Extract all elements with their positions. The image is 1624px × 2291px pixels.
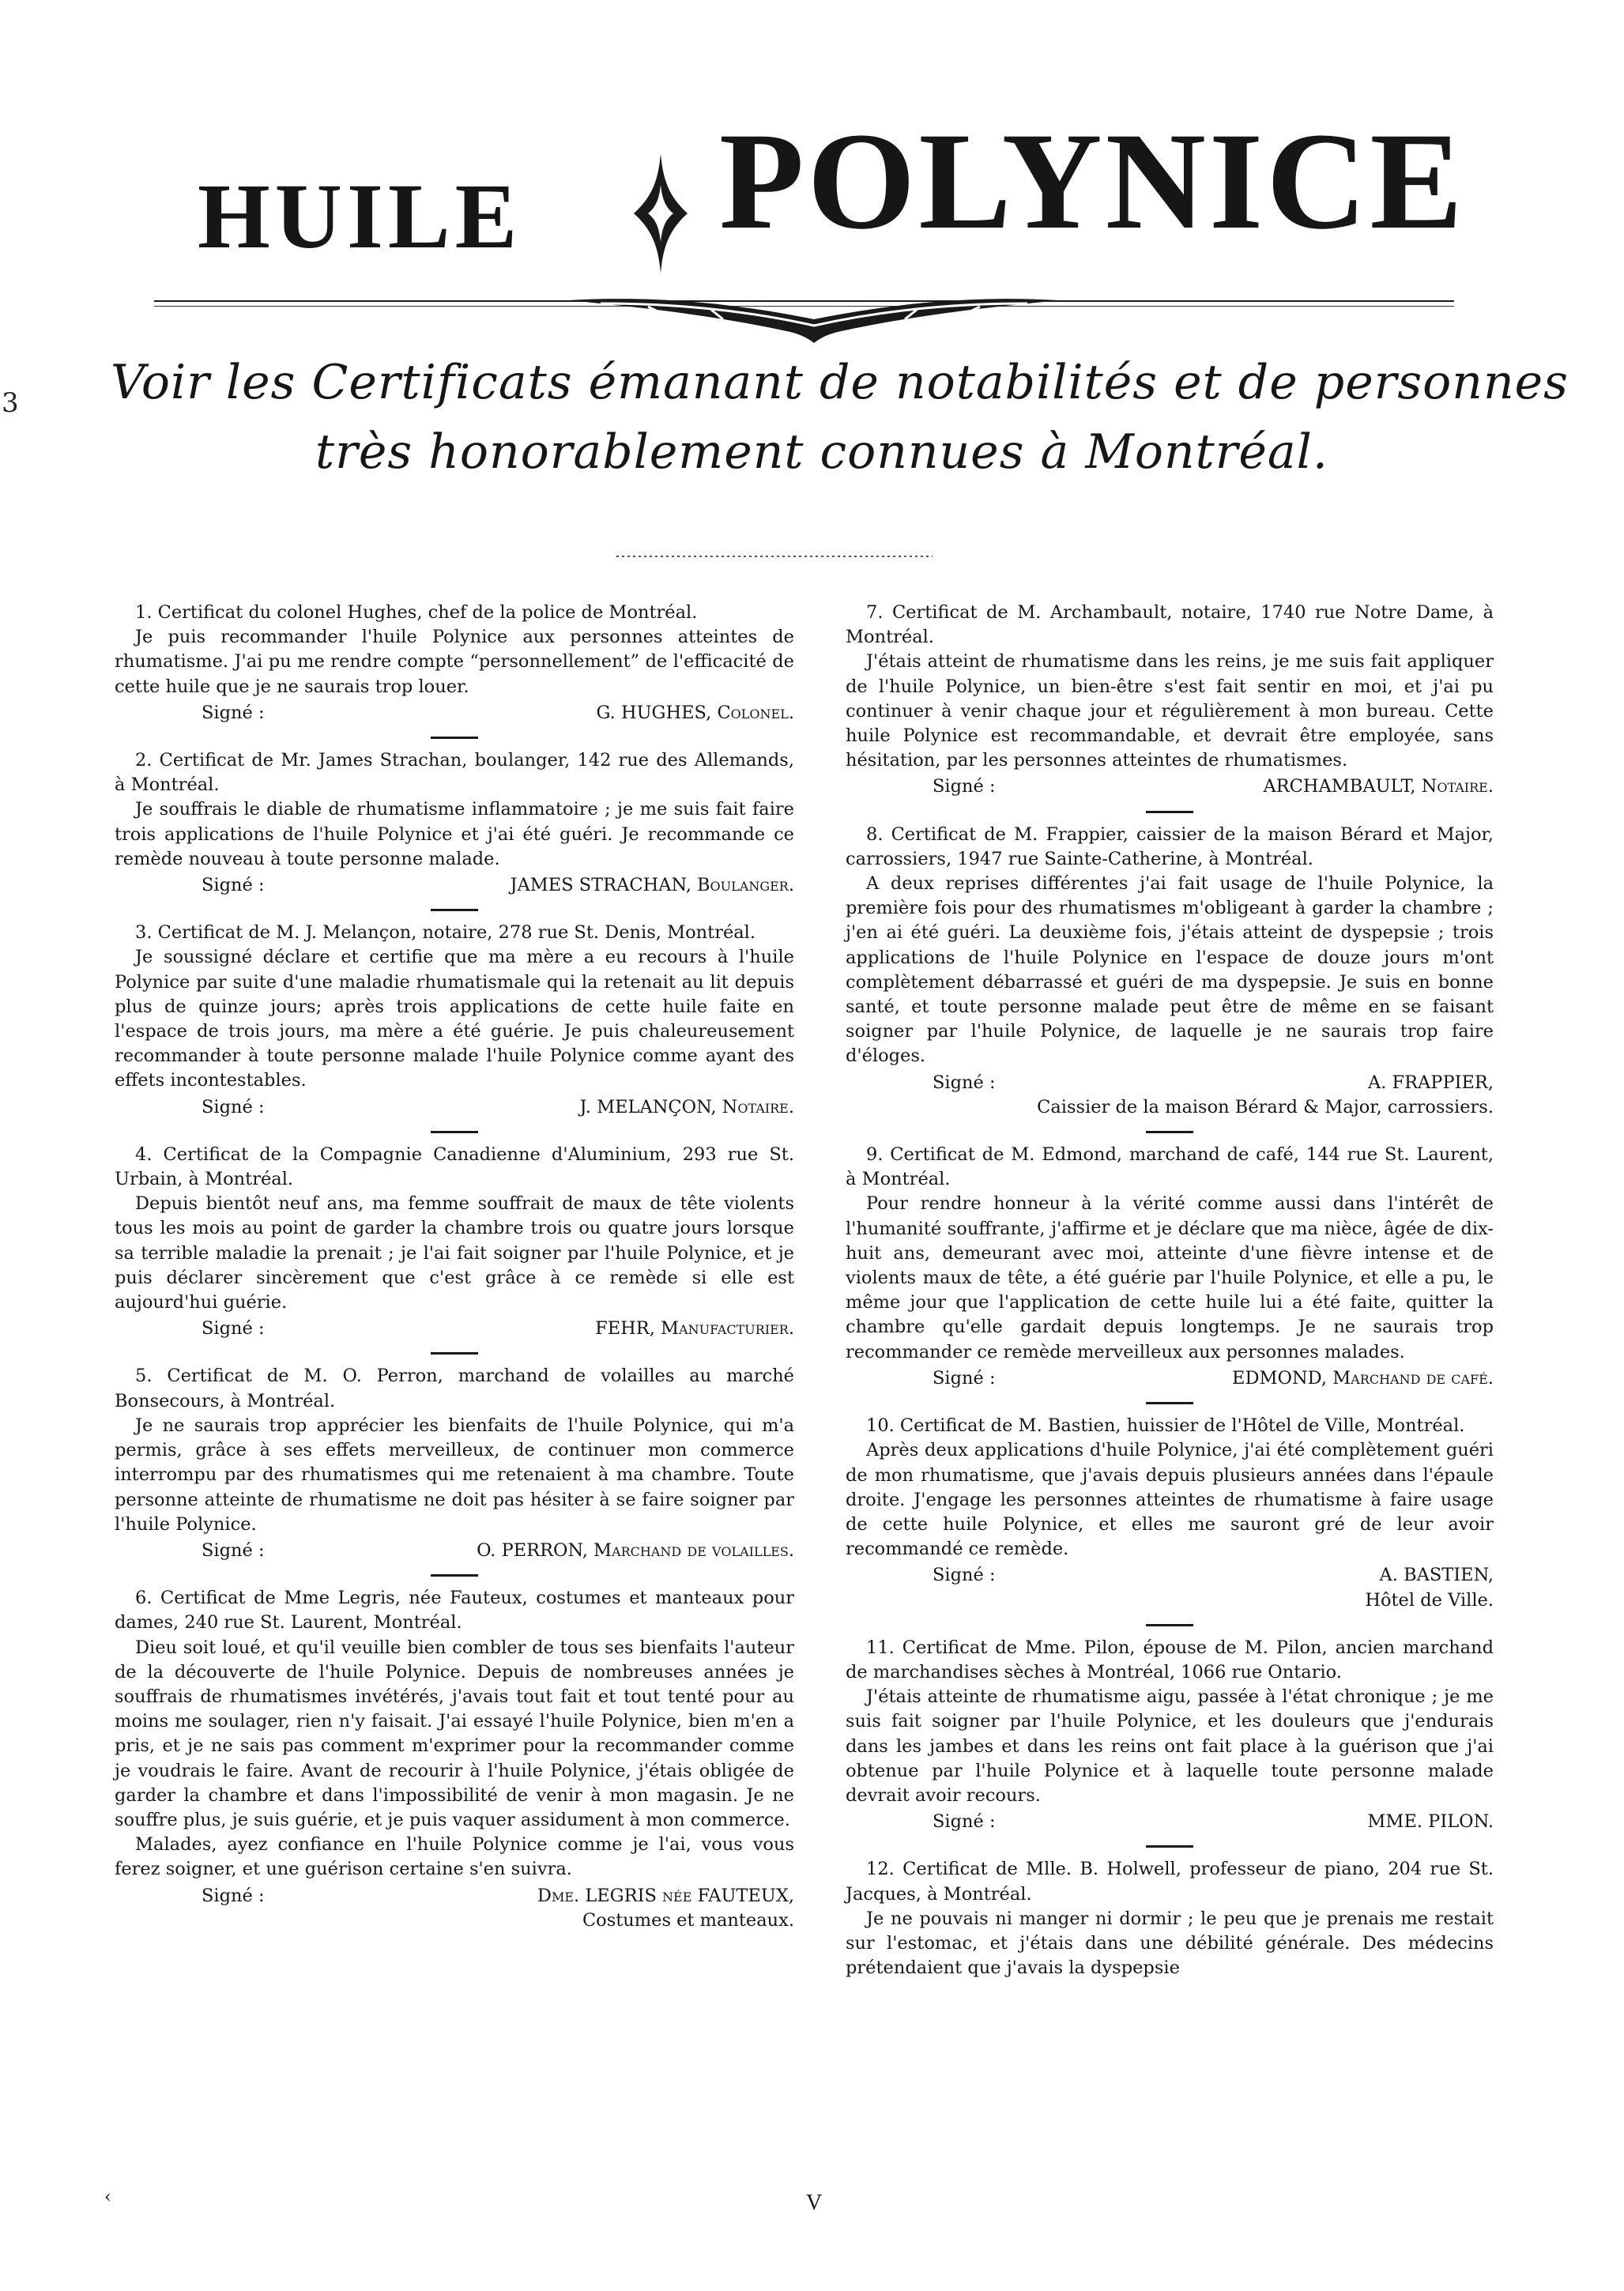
- signature-name: ARCHAMBAULT, Notaire.: [1263, 776, 1494, 797]
- certificate-text: Depuis bientôt neuf ans, ma femme souffrait de maux de tête violents tous les mois au point de garder la chambre trois ou quatre jours lorsque sa terrible maladie la prenait ; je l'ai fait soigner par l'huile Polynice, et je puis déclarer sincèrement que c'est grâce à ce remède si elle est aujourd'hui guérie.: [115, 1193, 794, 1313]
- certificate-text: Je puis recommander l'huile Polynice aux personnes atteintes de rhumatisme. J'ai pu me rendre compte “personnellement” de l'efficacité de cette huile que je ne saurais trop louer.: [115, 627, 794, 697]
- certificate-text-closing: Malades, ayez confiance en l'huile Polynice comme je l'ai, vous vous ferez soigner, et une guérison certaine s'en suivra.: [115, 1834, 794, 1880]
- certificate-heading: 4. Certificat de la Compagnie Canadienne d'Aluminium, 293 rue St. Urbain, à Montréal.: [115, 1144, 794, 1190]
- certificate-heading: 7. Certificat de M. Archambault, notaire, 1740 rue Notre Dame, à Montréal.: [846, 602, 1494, 648]
- right-column: [846, 601, 1494, 1991]
- signature-name: MME. PILON.: [1367, 1811, 1494, 1833]
- signature-line: [115, 1539, 794, 1563]
- left-column: [115, 601, 794, 1944]
- certificate-heading: 11. Certificat de Mme. Pilon, épouse de M. Pilon, ancien marchand de marchandises sèches à Montréal, 1066 rue Ontario.: [846, 1637, 1494, 1682]
- separator-rule: [1146, 1624, 1193, 1626]
- separator-rule: [431, 1574, 478, 1577]
- certificate-text: J'étais atteinte de rhumatisme aigu, passée à l'état chronique ; je me suis fait soigner par l'huile Polynice, et les douleurs que j'endurais dans les jambes et dans les reins ont fait place à la guérison que j'ai obtenue par l'huile Polynice et à laquelle toute personne malade devrait avoir recours.: [846, 1686, 1494, 1806]
- separator-rule: [1146, 811, 1193, 813]
- certificate-12: [846, 1857, 1494, 1980]
- page-number: V: [806, 2191, 823, 2215]
- signature-name: A. FRAPPIER,: [1367, 1072, 1494, 1093]
- masthead: [158, 95, 1466, 269]
- signature-line: [115, 873, 794, 898]
- signature-line: [846, 1071, 1494, 1095]
- certificate-text: A deux reprises différentes j'ai fait usage de l'huile Polynice, la première fois pour des rhumatismes m'obligeant à garder la chambre ; j'en ai été guéri. La deuxième fois, j'étais atteint de dyspepsie ; trois applications de l'huile Polynice en l'espace de douze jours m'ont complètement débarrassé et guéri de ma dyspepsie. Je suis en bonne santé, et toute personne malade peut être de même en se faisant soigner par l'huile Polynice, de laquelle je ne saurais trop faire d'éloges.: [846, 873, 1494, 1067]
- certificate-text: Après deux applications d'huile Polynice, j'ai été complètement guéri de mon rhumatisme, que j'avais depuis plusieurs années dans l'épaule droite. J'engage les personnes atteintes de rhumatisme à faire usage de cette huile Polynice, et elles me sauront gré de leur avoir recommandé ce remède.: [846, 1440, 1494, 1560]
- corner-mark: ‹: [104, 2187, 111, 2207]
- certificate-heading: 6. Certificat de Mme Legris, née Fauteux, costumes et manteaux pour dames, 240 rue St. Laurent, Montréal.: [115, 1588, 794, 1633]
- masthead-word-polynice: POLYNICE: [719, 104, 1466, 258]
- signature-label: Signé :: [202, 1885, 265, 1906]
- signature-label: Signé :: [933, 776, 996, 797]
- separator-rule: [1146, 1845, 1193, 1848]
- certificate-text: Je soussigné déclare et certifie que ma mère a eu recours à l'huile Polynice par suite d'une maladie rhumatismale qui la retenait au lit depuis plus de quinze jours; après trois applications de cette huile faite en l'espace de trois jours, ma mère a été guérie. Je puis chaleureusement recommander à toute personne malade l'huile Polynice comme ayant des effets incontestables.: [115, 947, 794, 1091]
- signature-label: Signé :: [202, 1539, 265, 1561]
- signature-label: Signé :: [202, 702, 265, 723]
- signature-label: Signé :: [933, 1072, 996, 1093]
- separator-rule: [431, 909, 478, 911]
- signature-title: Hôtel de Ville.: [1365, 1589, 1494, 1611]
- certificate-9: [846, 1143, 1494, 1391]
- signature-label: Signé :: [933, 1811, 996, 1833]
- swash-ornament-icon: [553, 286, 1075, 349]
- certificate-text: Je ne saurais trop apprécier les bienfaits de l'huile Polynice, qui m'a permis, grâce à ses effets merveilleux, de continuer mon commerce interrompu par des rhumatismes qui me retenaient à ma chambre. Toute personne atteinte de rhumatisme ne doit pas hésiter à se faire soigner par l'huile Polynice.: [115, 1415, 794, 1535]
- signature-label: Signé :: [202, 875, 265, 896]
- diamond-ornament-icon: [631, 150, 691, 277]
- certificate-text: Pour rendre honneur à la vérité comme aussi dans l'intérêt de l'humanité souffrante, j'affirme et je déclare que ma nièce, âgée de dix-huit ans, demeurant avec moi, atteinte d'une fièvre intense et de violents maux de tête, a été guérie par l'huile Polynice, et elle a pu, le même jour que l'application de cette huile lui a été faite, quitter la chambre qu'elle gardait depuis longtemps. Je ne saurais trop recommander ce remède merveilleux aux personnes malades.: [846, 1193, 1494, 1362]
- separator-rule: [431, 1352, 478, 1355]
- certificate-1: [115, 601, 794, 725]
- certificate-2: [115, 748, 794, 898]
- signature-name: A. BASTIEN,: [1379, 1565, 1494, 1586]
- signature-line: [846, 1366, 1494, 1391]
- certificate-11: [846, 1636, 1494, 1835]
- certificate-heading: 2. Certificat de Mr. James Strachan, boulanger, 142 rue des Allemands, à Montréal.: [115, 750, 794, 796]
- certificate-heading: 5. Certificat de M. O. Perron, marchand de volailles au marché Bonsecours, à Montréal.: [115, 1366, 794, 1411]
- certificate-4: [115, 1143, 794, 1342]
- subtitle: [111, 348, 1569, 487]
- signature-line: [115, 1095, 794, 1120]
- masthead-word-huile: HUILE: [198, 164, 522, 268]
- certificate-heading: 1. Certificat du colonel Hughes, chef de la police de Montréal.: [135, 602, 698, 623]
- signature-line: [846, 1810, 1494, 1834]
- signature-name: JAMES STRACHAN, Boulanger.: [510, 875, 794, 896]
- signature-title: Caissier de la maison Bérard & Major, carrossiers.: [1037, 1096, 1494, 1117]
- certificate-heading: 10. Certificat de M. Bastien, huissier de l'Hôtel de Ville, Montréal.: [866, 1415, 1465, 1437]
- certificate-text: J'étais atteint de rhumatisme dans les reins, je me suis fait appliquer de l'huile Polynice, un bien-être s'est fait sentir en moi, et j'ai pu continuer à venir chaque jour et régulièrement à mon bureau. Cette huile Polynice est recommandable, et devrait être employée, sans hésitation, par les personnes atteintes de rhumatismes.: [846, 651, 1494, 771]
- signature-name: O. PERRON, Marchand de volailles.: [477, 1539, 794, 1561]
- separator-rule: [1146, 1402, 1193, 1404]
- subtitle-line-1: Voir les Certificats émanant de notabilités et de personnes: [111, 355, 1569, 410]
- margin-mark: 3: [2, 387, 19, 419]
- certificate-text: Je souffrais le diable de rhumatisme inflammatoire ; je me suis fait faire trois applications de l'huile Polynice et j'ai été guéri. Je recommande ce remède nouveau à toute personne malade.: [115, 799, 794, 869]
- signature-line: [846, 1563, 1494, 1588]
- certificate-text: Dieu soit loué, et qu'il veuille bien combler de tous ses bienfaits l'auteur de la découverte de l'huile Polynice. Depuis de nombreuses années je souffrais de rhumatismes invétérés, j'avais tout fait et tout tenté pour au moins me soulager, rien n'y faisait. J'ai essayé l'huile Polynice, bien m'en a pris, et je ne sais pas comment m'exprimer pour la recommander comme je voudrais le faire. Avant de recourir à l'huile Polynice, j'étais obligée de garder la chambre et dans l'impossibilité de venir à mon magasin. Je ne souffre plus, je suis guérie, et je puis vaquer assidument à mon commerce.: [115, 1637, 794, 1830]
- signature-label: Signé :: [933, 1565, 996, 1586]
- signature-line: [115, 1317, 794, 1341]
- signature-label: Signé :: [202, 1318, 265, 1340]
- signature-name: FEHR, Manufacturier.: [595, 1318, 794, 1340]
- signature-label: Signé :: [202, 1096, 265, 1117]
- dotted-divider: [616, 553, 933, 560]
- signature-line: [115, 1884, 794, 1909]
- certificate-6: [115, 1586, 794, 1933]
- certificate-heading: 9. Certificat de M. Edmond, marchand de café, 144 rue St. Laurent, à Montréal.: [846, 1144, 1494, 1190]
- signature-line: [115, 701, 794, 725]
- signature-title: Costumes et manteaux.: [582, 1909, 794, 1931]
- certificate-5: [115, 1364, 794, 1563]
- signature-name: EDMOND, Marchand de café.: [1232, 1367, 1494, 1389]
- signature-name: Dme. LEGRIS née FAUTEUX,: [537, 1885, 794, 1906]
- certificate-heading: 3. Certificat de M. J. Melançon, notaire, 278 rue St. Denis, Montréal.: [135, 922, 756, 944]
- signature-line: [846, 774, 1494, 799]
- signature-name: J. MELANÇON, Notaire.: [579, 1096, 794, 1117]
- signature-label: Signé :: [933, 1367, 996, 1389]
- separator-rule: [1146, 1131, 1193, 1133]
- certificate-heading: 12. Certificat de Mlle. B. Holwell, professeur de piano, 204 rue St. Jacques, à Montréal.: [846, 1859, 1494, 1905]
- certificate-heading: 8. Certificat de M. Frappier, caissier de la maison Bérard et Major, carrossiers, 1947 rue Sainte-Catherine, à Montréal.: [846, 823, 1494, 869]
- signature-name: G. HUGHES, Colonel.: [596, 702, 794, 723]
- certificate-8: [846, 823, 1494, 1120]
- separator-rule: [431, 737, 478, 739]
- subtitle-line-2: très honorablement connues à Montréal.: [315, 424, 1328, 480]
- separator-rule: [431, 1131, 478, 1133]
- certificate-7: [846, 601, 1494, 800]
- certificate-3: [115, 921, 794, 1120]
- certificate-10: [846, 1414, 1494, 1613]
- certificate-text: Je ne pouvais ni manger ni dormir ; le peu que je prenais me restait sur l'estomac, et j'étais dans une débilité générale. Des médecins prétendaient que j'avais la dyspepsie: [846, 1908, 1494, 1979]
